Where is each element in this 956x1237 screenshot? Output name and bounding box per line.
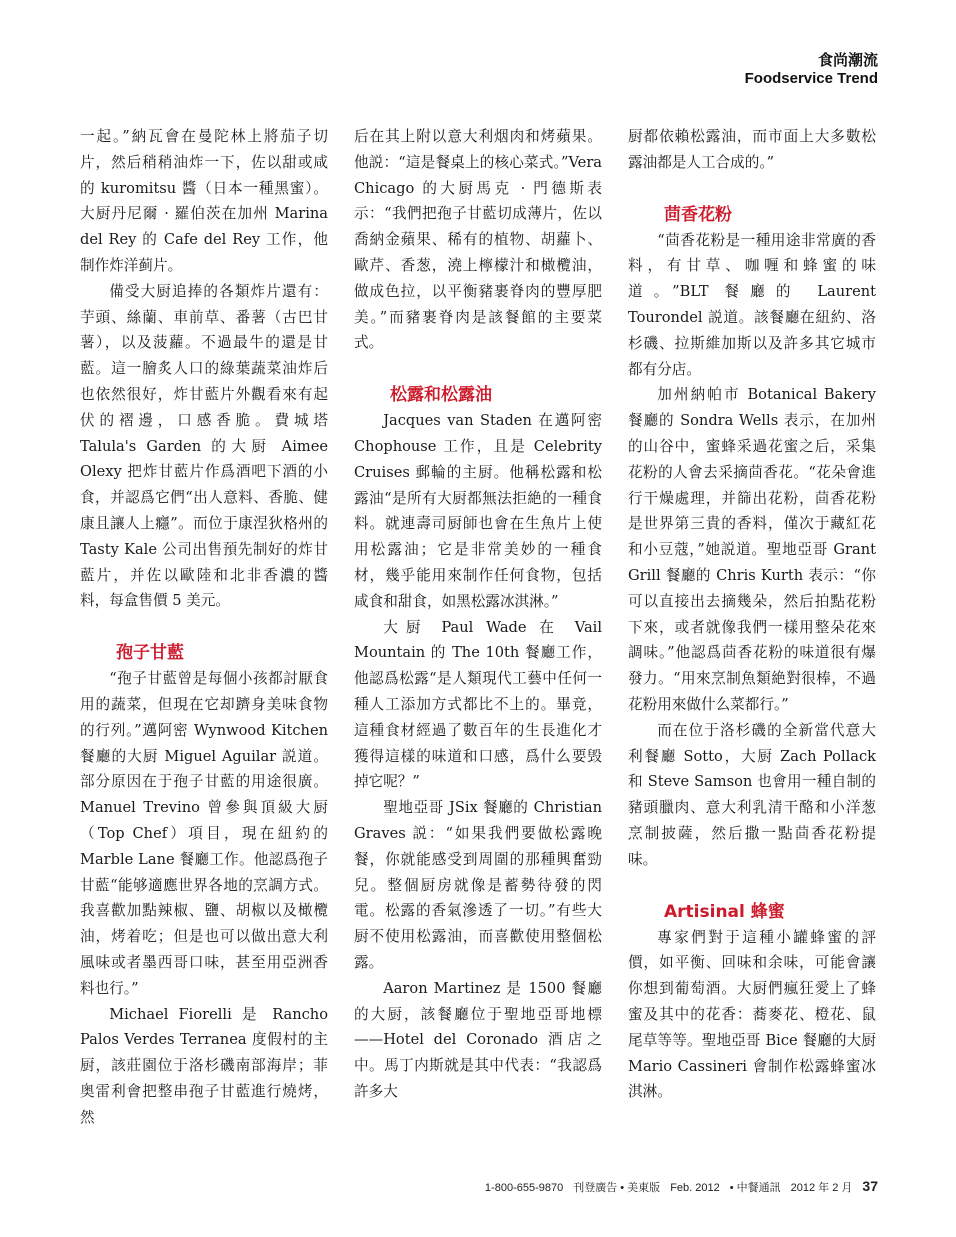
- footer-publication-2: • 中餐通訊: [729, 1182, 781, 1194]
- page-number: 37: [862, 1178, 878, 1194]
- paragraph: 一起。”納瓦會在曼陀林上將茄子切片，然后稍稍油炸一下，佐以甜或咸的 kuromitsu 醬（日本一種黑蜜）。大厨丹尼爾 · 羅伯茨在加州 Marina del Rey 的 Cafe del Rey 工作，他制作炸洋蓟片。: [80, 128, 328, 274]
- column-3: [628, 124, 876, 1105]
- section-header: [745, 50, 878, 88]
- paragraph: Aaron Martinez 是 1500 餐廳的大厨，該餐廳位于聖地亞哥地標——Hotel del Coronado 酒店之中。馬丁内斯就是其中代表：“我認爲許多大: [354, 979, 602, 1100]
- paragraph: 加州納帕市 Botanical Bakery 餐廳的 Sondra Wells 表示，在加州的山谷中，蜜蜂采過花蜜之后，采集花粉的人會去采摘茴香花。“花朵會進行干燥處理，并篩出花粉，茴香花粉是世界第三貴的香料，僅次于藏紅花和小豆蔻，”她説道。聖地亞哥 Grant Grill 餐廳的 Chris Kurth 表示：“你可以直接出去摘幾朵，然后拍點花粉下來，或者就像我們一樣用整朵花來調味。”他認爲茴香花粉的味道很有爆發力。“用來烹制魚類絶對很棒，不過花粉用來做什么菜都行。”: [628, 386, 876, 713]
- paragraph: 專家們對于這種小罐蜂蜜的評價，如平衡、回味和余味，可能會讓你想到葡萄酒。大厨們瘋狂愛上了蜂蜜及其中的花香：蕎麥花、橙花、鼠尾草等等。聖地亞哥 Bice 餐廳的大厨 Mario Cassineri 會制作松露蜂蜜冰淇淋。: [628, 928, 876, 1101]
- subheading-truffle: 松露和松露油: [390, 385, 492, 406]
- paragraph: Jacques van Staden 在邁阿密 Chophouse 工作，且是 Celebrity Cruises 郵輪的主厨。他稱松露和松露油“是所有大厨都無法拒絶的一種食料。就連壽司厨師也會在生魚片上使用松露油；它是非常美妙的一種食材，幾乎能用來制作任何食物，包括咸食和甜食，如黑松露冰淇淋。”: [354, 412, 602, 610]
- section-title-en: Foodservice Trend: [744, 70, 878, 87]
- footer-phone: 1-800-655-9870: [484, 1182, 564, 1194]
- paragraph: 備受大厨追捧的各類炸片還有：芋頭、絲蘭、車前草、番薯（古巴甘薯），以及菠蘿。不過最牛的還是甘藍。這一膾炙人口的綠葉蔬菜油炸后也依然很好，炸甘藍片外觀看來有起伏的褶邊，口感香脆。費城塔 Talula's Garden 的大厨 Aimee Olexy 把炸甘藍片作爲酒吧下酒的小食，并認爲它們“出人意料、香脆、健康且讓人上癮”。而位于康涅狄格州的 Tasty Kale 公司出售預先制好的炸甘藍片，并佐以歐陸和北非香濃的醬料，每盒售價 5 美元。: [80, 282, 328, 610]
- footer-date-zh: 2012 年 2 月: [790, 1182, 853, 1194]
- footer-publication: 刊登廣告 • 美東版: [573, 1182, 661, 1194]
- paragraph: Michael Fiorelli 是 Rancho Palos Verdes Terranea 度假村的主厨，該莊園位于洛杉磯南部海岸；菲奥雷利會把整串孢子甘藍進行燒烤，然: [80, 1005, 328, 1126]
- footer-date-en: Feb. 2012: [670, 1182, 720, 1194]
- subheading-fennel-pollen: 茴香花粉: [664, 204, 732, 225]
- paragraph: 后在其上附以意大利烟肉和烤蘋果。他説：“這是餐桌上的核心菜式。”Vera Chicago 的大厨馬克 · 門德斯表示：“我們把孢子甘藍切成薄片，佐以喬納金蘋果、稀有的植物、胡蘿卜、歐芹、香葱，澆上檸檬汁和橄欖油，做成色拉，以平衡豬裹脊肉的豐厚肥美。”而豬裹脊肉是該餐館的主要菜式。: [354, 128, 602, 352]
- paragraph: “茴香花粉是一種用途非常廣的香料，有甘草、咖喱和蜂蜜的味道。”BLT 餐廳的 Laurent Tourondel 説道。該餐廳在紐約、洛杉磯、拉斯維加斯以及許多其它城市都有分店。: [628, 231, 876, 378]
- column-1: [80, 124, 328, 1130]
- paragraph: “孢子甘藍曾是每個小孩都討厭食用的蔬菜，但現在它却躋身美味食物的行列。”邁阿密 Wynwood Kitchen 餐廳的大厨 Miguel Aguilar 説道。部分原因在于孢子甘藍的用途很廣。Manuel Trevino 曾參與頂級大厨（Top Chef）項目，現在紐約的 Marble Lane 餐廳工作。他認爲孢子甘藍“能够適應世界各地的烹調方式。我喜歡加點辣椒、鹽、胡椒以及橄欖油，烤着吃；但是也可以做出意大利風味或者墨西哥口味，甚至用亞洲香料也行。”: [80, 670, 328, 997]
- paragraph: 而在位于洛杉磯的全新當代意大利餐廳 Sotto，大厨 Zach Pollack 和 Steve Samson 也會用一種自制的豬頭臘肉、意大利乳清干酪和小洋葱烹制披薩，然后撒一點茴香花粉提味。: [628, 721, 876, 868]
- section-title-zh: 食尚潮流: [817, 51, 878, 69]
- subheading-artisinal-honey: Artisinal 蜂蜜: [664, 901, 785, 922]
- column-2: [354, 124, 602, 1105]
- subheading-brussels-sprouts: 孢子甘藍: [116, 643, 184, 664]
- paragraph: 大厨 Paul Wade 在 Vail Mountain 的 The 10th 餐廳工作，他認爲松露“是人類現代工藝中任何一種人工添加方式都比不上的。畢竟，這種食材經過了數百年的生長進化才獲得這樣的味道和口感，爲什么要毁掉它呢？”: [354, 618, 602, 791]
- page-footer: [485, 1178, 878, 1195]
- paragraph: 厨都依賴松露油，而市面上大多數松露油都是人工合成的。”: [628, 128, 876, 171]
- paragraph: 聖地亞哥 JSix 餐廳的 Christian Graves 説：“如果我們要做松露晚餐，你就能感受到周圍的那種興奮勁兒。整個厨房就像是蓄勢待發的閃電。松露的香氣滲透了一切。”有些大厨不使用松露油，而喜歡使用整個松露。: [354, 799, 602, 971]
